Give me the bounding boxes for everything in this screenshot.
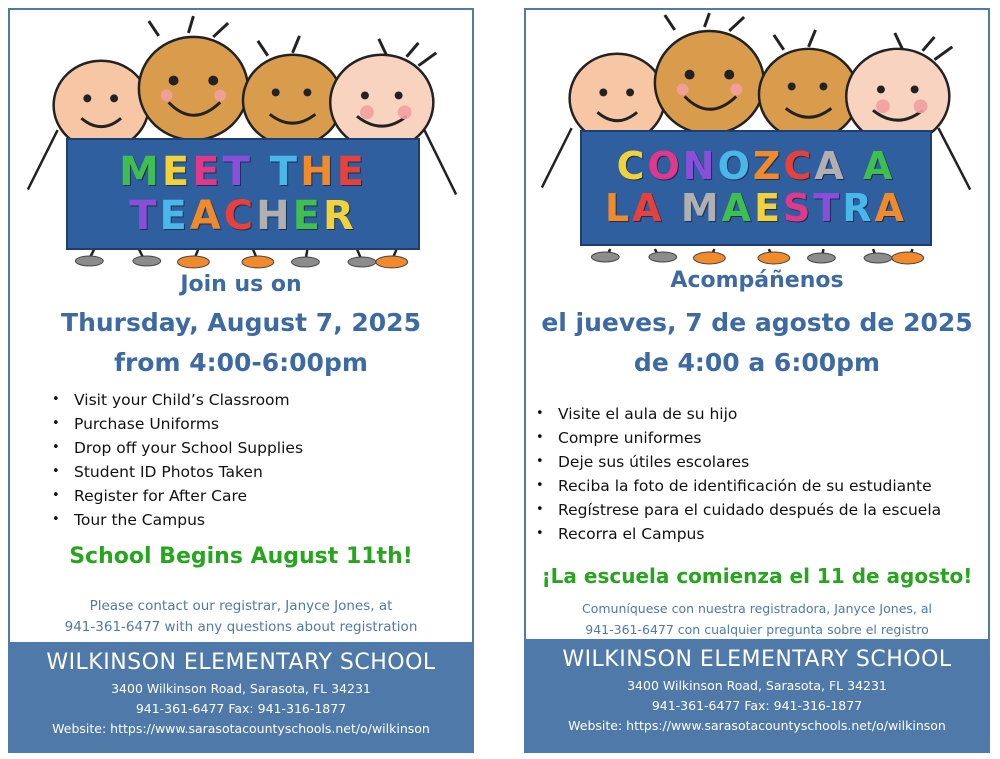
flyer-english xyxy=(8,8,474,753)
title-letters xyxy=(119,149,367,195)
title-letter xyxy=(253,149,270,195)
title-letter: A xyxy=(189,193,224,239)
contact-line-2: 941-361-6477 with any questions about registration xyxy=(64,619,418,635)
title-line-1 xyxy=(119,150,367,194)
title-letter: H xyxy=(300,149,337,195)
title-line-2 xyxy=(605,188,907,230)
title-letter: E xyxy=(754,186,784,230)
title-letter: C xyxy=(783,144,815,189)
school-website: Website: https://www.sarasotacountyschools.net/o/wilkinson xyxy=(52,721,430,736)
title-letter: A xyxy=(874,186,908,230)
title-banner xyxy=(66,138,420,250)
title-letter: N xyxy=(682,144,718,189)
list-item: • Visit your Child’s Classroom xyxy=(52,388,303,412)
list-item: • Reciba la foto de identificación de su estudiante xyxy=(536,474,941,498)
contact-line-1: Comuníquese con nuestra registradora, Janyce Jones, al xyxy=(582,601,932,616)
title-letters xyxy=(129,193,357,239)
title-letter xyxy=(665,186,681,230)
school-footer xyxy=(10,642,472,751)
title-letter: A xyxy=(721,186,755,230)
list-item: • Register for After Care xyxy=(52,484,303,508)
school-address: 3400 Wilkinson Road, Sarasota, FL 34231 xyxy=(111,681,371,696)
registrar-contact xyxy=(526,598,988,640)
school-footer xyxy=(526,639,988,751)
school-name: WILKINSON ELEMENTARY SCHOOL xyxy=(46,650,436,675)
title-letter: E xyxy=(159,193,190,239)
school-name: WILKINSON ELEMENTARY SCHOOL xyxy=(562,647,952,672)
invite-lead: Join us on xyxy=(180,272,302,297)
list-item: • Student ID Photos Taken xyxy=(52,460,303,484)
activity-list xyxy=(536,402,941,546)
title-line-1 xyxy=(617,146,896,188)
school-begins: ¡La escuela comienza el 11 de agosto! xyxy=(541,564,973,588)
school-website: Website: https://www.sarasotacountyschools.net/o/wilkinson xyxy=(568,718,946,733)
contact-line-1: Please contact our registrar, Janyce Jones, at xyxy=(89,598,393,614)
title-letter: C xyxy=(223,193,257,239)
list-item: • Purchase Uniforms xyxy=(52,412,303,436)
list-item: • Drop off your School Supplies xyxy=(52,436,303,460)
list-item: • Visite el aula de su hijo xyxy=(536,402,941,426)
event-date: Thursday, August 7, 2025 xyxy=(61,308,421,337)
school-address: 3400 Wilkinson Road, Sarasota, FL 34231 xyxy=(627,678,887,693)
list-item: • Recorra el Campus xyxy=(536,522,941,546)
contact-line-2: 941-361-6477 con cualquier pregunta sobre el registro xyxy=(585,622,929,637)
title-letter: T xyxy=(129,193,160,239)
event-time: de 4:00 a 6:00pm xyxy=(633,348,881,377)
activity-list xyxy=(52,388,303,532)
title-letter: A xyxy=(863,144,896,189)
title-letter: M xyxy=(119,149,162,195)
flyer-spanish xyxy=(524,8,990,753)
title-letter: Z xyxy=(752,144,784,189)
list-item: • Compre uniformes xyxy=(536,426,941,450)
title-letter: T xyxy=(813,186,843,230)
title-letter xyxy=(847,144,863,188)
title-letter: E xyxy=(192,149,223,195)
school-phone: 941-361-6477 Fax: 941-316-1877 xyxy=(135,701,347,716)
title-letters xyxy=(617,144,896,188)
list-item: • Tour the Campus xyxy=(52,508,303,532)
invite-lead: Acompáñenos xyxy=(670,268,844,293)
title-letter: M xyxy=(680,186,722,230)
school-begins: School Begins August 11th! xyxy=(69,544,413,569)
title-letter: O xyxy=(647,144,683,189)
title-letter: A xyxy=(814,144,847,189)
list-item: • Deje sus útiles escolares xyxy=(536,450,941,474)
title-letters xyxy=(605,186,907,230)
title-letter: T xyxy=(222,149,253,195)
title-letter: R xyxy=(842,186,875,230)
registrar-contact xyxy=(10,596,472,638)
title-letter: R xyxy=(322,193,357,239)
title-letter: E xyxy=(292,193,323,239)
title-letter: T xyxy=(269,149,301,195)
title-letter: H xyxy=(256,193,293,239)
title-letter: A xyxy=(632,186,665,230)
title-letter: C xyxy=(616,144,648,189)
title-letter: L xyxy=(604,186,633,230)
event-time: from 4:00-6:00pm xyxy=(114,348,368,377)
title-letter: E xyxy=(161,149,193,195)
school-phone: 941-361-6477 Fax: 941-316-1877 xyxy=(651,698,863,713)
title-letter: O xyxy=(717,144,753,189)
title-banner xyxy=(580,130,932,246)
event-date: el jueves, 7 de agosto de 2025 xyxy=(541,308,973,337)
list-item: • Regístrese para el cuidado después de la escuela xyxy=(536,498,941,522)
title-letter: E xyxy=(336,149,367,195)
title-line-2 xyxy=(129,194,357,238)
title-letter: S xyxy=(783,186,814,230)
